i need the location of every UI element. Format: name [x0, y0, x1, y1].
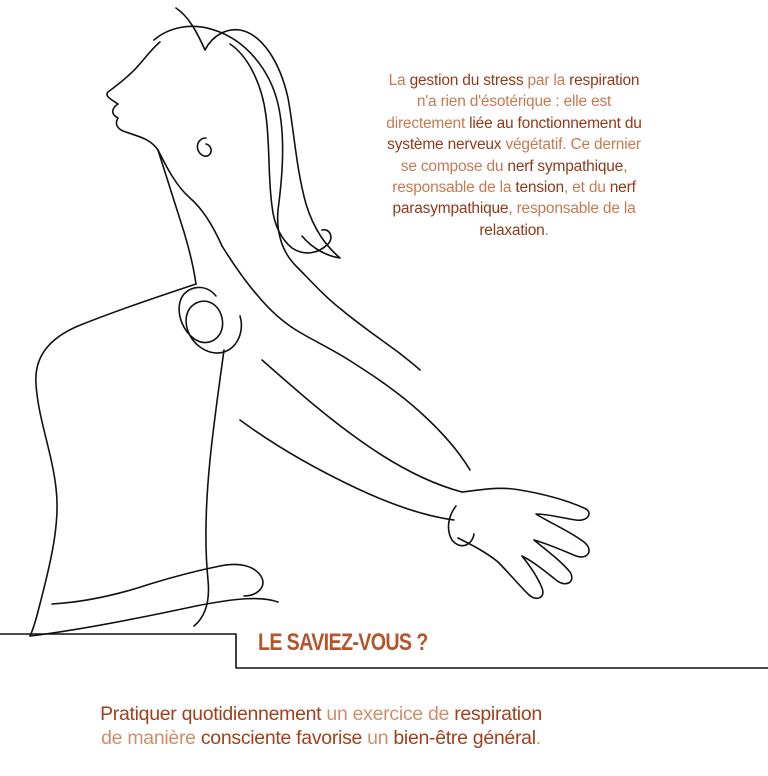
fact-text-segment: par la — [523, 72, 570, 89]
fact-text-segment: gestion du stress — [409, 72, 524, 89]
fact-text-segment: respiration — [569, 72, 640, 89]
hair-strand-line — [154, 26, 420, 370]
fact-text-segment: n'a rien d'ésotérique : elle est directement — [386, 93, 612, 132]
arm-loop-line — [179, 287, 241, 353]
ear-line — [197, 138, 211, 156]
advice-text-segment: de manière — [101, 727, 201, 749]
fact-paragraph — [386, 70, 642, 241]
advice-text-segment: consciente — [200, 727, 292, 749]
face-contour-line — [107, 42, 222, 246]
fact-text-segment: végétatif. Ce dernier se compose du — [400, 136, 641, 175]
fact-text-segment: , responsable de la — [392, 157, 628, 197]
side-body-line — [194, 350, 224, 626]
waist-line — [52, 565, 263, 605]
fact-text-segment: liée au fonctionnement du système nerveux — [387, 114, 642, 154]
advice-text-segment: un exercice de — [321, 703, 455, 725]
fact-text-segment: , et du — [563, 179, 610, 197]
forearm-lower-line — [240, 420, 454, 520]
fact-text-segment: nerf sympathique — [507, 157, 624, 175]
neck-line — [158, 150, 196, 284]
face-profile-line — [176, 8, 340, 258]
fact-text-segment: , responsable de la — [508, 200, 636, 218]
advice-text-segment: respiration — [454, 703, 542, 725]
advice-text-segment: bien-être général — [393, 727, 536, 749]
heading-le-saviez-vous: LE SAVIEZ-VOUS ? — [258, 629, 428, 656]
fact-text-segment: nerf parasympathique — [392, 179, 636, 218]
hip-line — [30, 599, 278, 636]
advice-text-segment: un — [362, 727, 394, 749]
advice-text-segment: . — [535, 727, 541, 749]
fact-text-segment: relaxation — [479, 221, 545, 239]
shoulder-line — [222, 246, 470, 470]
torso-front-line — [30, 284, 196, 636]
advice-text-segment: favorise — [291, 727, 363, 749]
fact-text-segment: tension — [515, 179, 564, 197]
hand-line — [458, 488, 589, 598]
advice-paragraph — [98, 702, 544, 750]
advice-text-segment: Pratiquer quotidiennement — [100, 703, 322, 725]
fact-text-segment: La — [388, 72, 410, 89]
fact-text-segment: . — [544, 221, 549, 239]
forearm-line — [262, 360, 462, 492]
